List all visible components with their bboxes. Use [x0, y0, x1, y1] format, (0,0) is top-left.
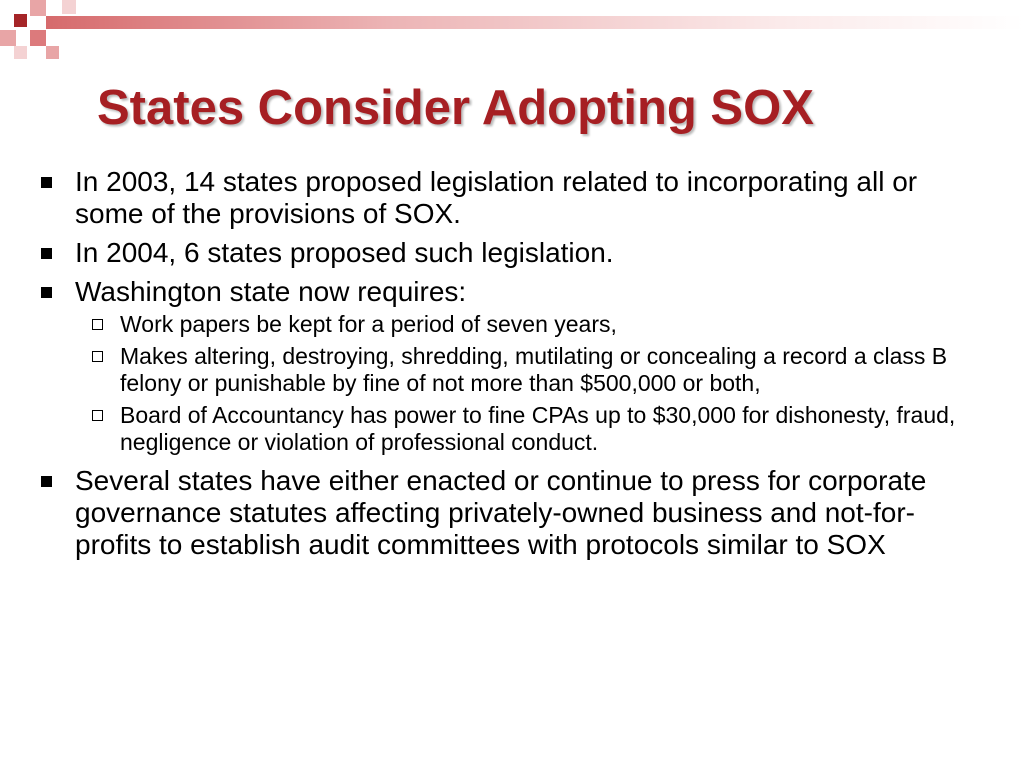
header-square-medium	[30, 30, 46, 46]
hollow-square-bullet-icon	[92, 351, 103, 362]
header-square-light	[46, 46, 59, 59]
slide-title: States Consider Adopting SOX	[97, 81, 814, 135]
bullet-item	[41, 166, 991, 230]
square-bullet-icon	[41, 476, 52, 487]
sub-bullet-text: Makes altering, destroying, shredding, mutilating or concealing a record a class B felony or punishable by fine of not more than $500,000 or both,	[120, 343, 948, 396]
square-bullet-icon	[41, 287, 52, 298]
bullet-item	[41, 465, 991, 561]
header-gradient-bar	[46, 16, 1024, 29]
header-square-pale	[62, 0, 76, 14]
header-square-dark	[14, 14, 27, 27]
bullet-text: In 2003, 14 states proposed legislation related to incorporating all or some of the provisions of SOX.	[75, 166, 918, 229]
header-square-pale	[14, 46, 27, 59]
bullet-text: Washington state now requires:	[75, 276, 467, 307]
hollow-square-bullet-icon	[92, 410, 103, 421]
sub-bullet-text: Work papers be kept for a period of seven years,	[120, 311, 617, 337]
sub-bullet-item	[75, 343, 991, 397]
sub-bullet-list	[75, 311, 991, 456]
sub-bullet-item	[75, 402, 991, 456]
sub-bullet-text: Board of Accountancy has power to fine CPAs up to $30,000 for dishonesty, fraud, negligence or violation of professional conduct.	[120, 402, 956, 455]
bullet-text: Several states have either enacted or continue to press for corporate governance statutes affecting privately-owned business and not-for-profits to establish audit committees with protocols similar to SOX	[75, 465, 927, 560]
square-bullet-icon	[41, 248, 52, 259]
header-square-light	[0, 30, 16, 46]
bullet-item	[41, 276, 991, 456]
bullet-text: In 2004, 6 states proposed such legislation.	[75, 237, 614, 268]
bullet-item	[41, 237, 991, 269]
bullet-list	[41, 166, 991, 568]
hollow-square-bullet-icon	[92, 319, 103, 330]
header-square-light	[30, 0, 46, 16]
sub-bullet-item	[75, 311, 991, 338]
square-bullet-icon	[41, 177, 52, 188]
